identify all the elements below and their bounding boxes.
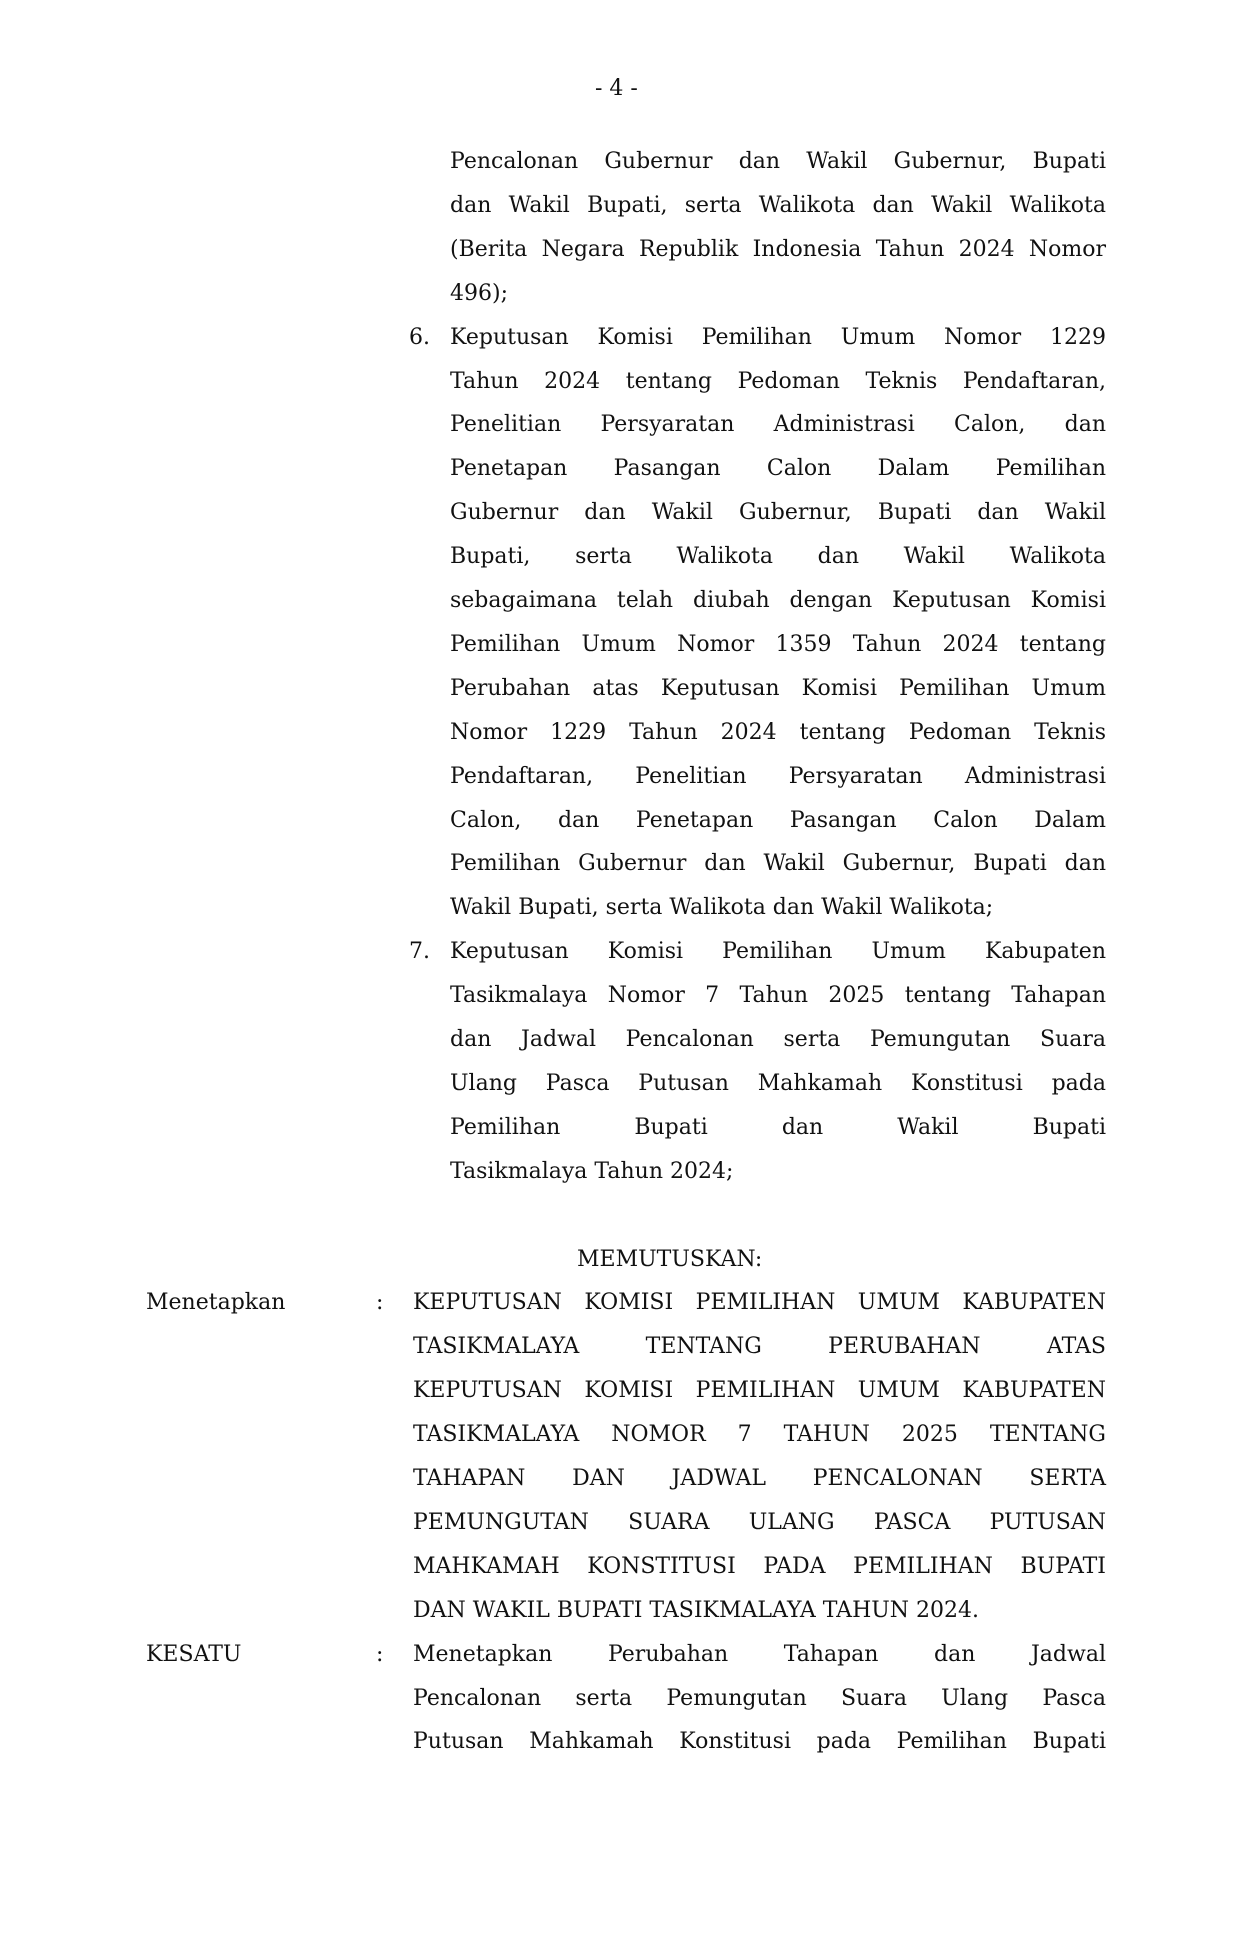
section-line: PEMUNGUTAN SUARA ULANG PASCA PUTUSAN: [413, 1509, 1106, 1535]
list-number: 7.: [409, 939, 430, 965]
section-colon: :: [376, 1641, 384, 1667]
list-item-line: Pemilihan Bupati dan Wakil Bupati: [450, 1114, 1106, 1140]
section-line: Putusan Mahkamah Konstitusi pada Pemilihan Bupati: [413, 1729, 1106, 1755]
list-item-line: Perubahan atas Keputusan Komisi Pemilihan Umum: [450, 675, 1106, 701]
list-item-line: Keputusan Komisi Pemilihan Umum Kabupaten: [450, 939, 1106, 965]
list-item-line: Calon, dan Penetapan Pasangan Calon Dalam: [450, 807, 1106, 833]
text-line: (Berita Negara Republik Indonesia Tahun 2024 Nomor: [450, 236, 1106, 262]
section-line: DAN WAKIL BUPATI TASIKMALAYA TAHUN 2024.: [413, 1597, 980, 1623]
section-label: Menetapkan: [146, 1290, 286, 1316]
list-item-line: Tasikmalaya Tahun 2024;: [450, 1158, 734, 1184]
list-item-line: Keputusan Komisi Pemilihan Umum Nomor 1229: [450, 324, 1106, 350]
list-item-line: Pendaftaran, Penelitian Persyaratan Administrasi: [450, 763, 1106, 789]
list-item-line: Pemilihan Gubernur dan Wakil Gubernur, Bupati dan: [450, 851, 1106, 877]
text-line: Pencalonan Gubernur dan Wakil Gubernur, Bupati: [450, 149, 1106, 174]
section-line: MAHKAMAH KONSTITUSI PADA PEMILIHAN BUPATI: [413, 1553, 1106, 1579]
list-number: 6.: [409, 324, 430, 350]
section-line: TAHAPAN DAN JADWAL PENCALONAN SERTA: [413, 1466, 1106, 1491]
list-item-line: Pemilihan Umum Nomor 1359 Tahun 2024 tentang: [450, 631, 1106, 657]
section-colon: :: [376, 1290, 384, 1316]
list-item-line: Tahun 2024 tentang Pedoman Teknis Pendaftaran,: [450, 368, 1106, 394]
section-label: KESATU: [146, 1641, 242, 1667]
list-item-line: Nomor 1229 Tahun 2024 tentang Pedoman Teknis: [450, 719, 1106, 745]
list-item-line: sebagaimana telah diubah dengan Keputusan Komisi: [450, 588, 1106, 613]
list-item-line: Penetapan Pasangan Calon Dalam Pemilihan: [450, 456, 1106, 482]
list-item-line: dan Jadwal Pencalonan serta Pemungutan Suara: [450, 1027, 1106, 1052]
section-line: Menetapkan Perubahan Tahapan dan Jadwal: [413, 1641, 1106, 1667]
list-item-line: Wakil Bupati, serta Walikota dan Wakil Walikota;: [450, 895, 994, 921]
list-item-line: Gubernur dan Wakil Gubernur, Bupati dan Wakil: [450, 500, 1106, 526]
section-heading: MEMUTUSKAN:: [577, 1246, 763, 1272]
list-item-line: Tasikmalaya Nomor 7 Tahun 2025 tentang Tahapan: [450, 983, 1106, 1009]
section-line: TASIKMALAYA NOMOR 7 TAHUN 2025 TENTANG: [413, 1422, 1106, 1448]
section-line: Pencalonan serta Pemungutan Suara Ulang Pasca: [413, 1685, 1106, 1711]
list-item-line: Penelitian Persyaratan Administrasi Calon, dan: [450, 412, 1106, 438]
text-line: 496);: [450, 280, 508, 306]
text-line: dan Wakil Bupati, serta Walikota dan Wakil Walikota: [450, 192, 1106, 218]
page-number-text: - 4 -: [595, 76, 638, 101]
list-item-line: Ulang Pasca Putusan Mahkamah Konstitusi pada: [450, 1070, 1106, 1096]
section-line: KEPUTUSAN KOMISI PEMILIHAN UMUM KABUPATEN: [413, 1290, 1106, 1316]
section-line: TASIKMALAYA TENTANG PERUBAHAN ATAS: [413, 1334, 1106, 1360]
list-item-line: Bupati, serta Walikota dan Wakil Walikota: [450, 544, 1106, 570]
section-line: KEPUTUSAN KOMISI PEMILIHAN UMUM KABUPATEN: [413, 1378, 1106, 1404]
